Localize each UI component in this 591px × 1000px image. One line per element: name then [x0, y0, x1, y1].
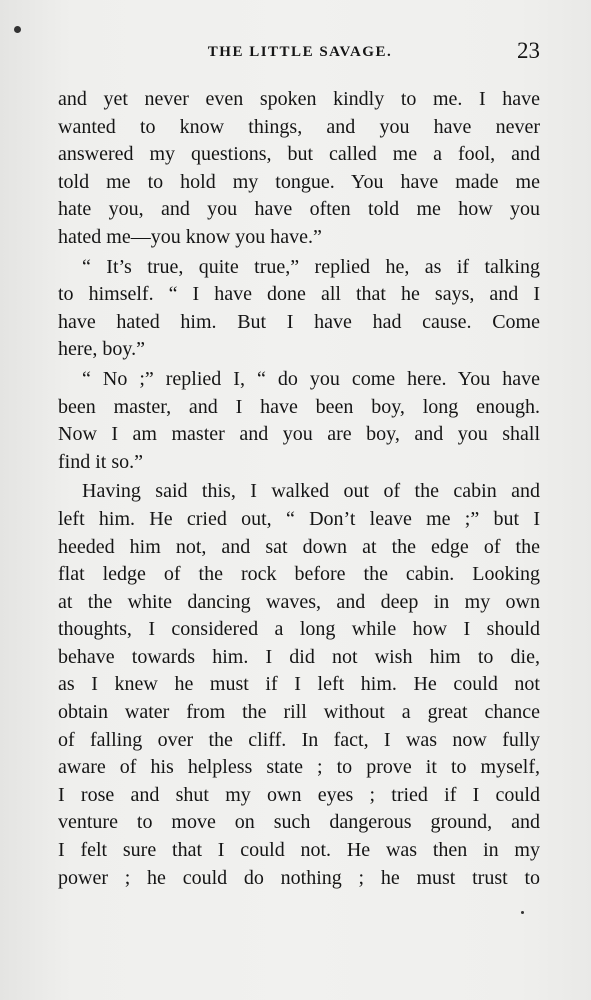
text-line: venture to move on such dangerous ground, and: [58, 811, 540, 834]
text-line: have hated him. But I have had cause. Come: [58, 310, 540, 333]
text-line: Now I am master and you are boy, and you shall: [58, 423, 540, 446]
text-line: of falling over the cliff. In fact, I was now fully: [58, 728, 540, 751]
text-line: I felt sure that I could not. He was then in my: [58, 839, 540, 862]
text-line: thoughts, I considered a long while how I should: [58, 618, 540, 641]
paragraph: [58, 86, 540, 252]
text-line: told me to hold my tongue. You have made me: [58, 170, 540, 193]
text-line: flat ledge of the rock before the cabin. Looking: [58, 563, 540, 586]
text-line: obtain water from the rill without a great chance: [58, 701, 540, 724]
text-line: behave towards him. I did not wish him to die,: [58, 645, 540, 668]
text-line: wanted to know things, and you have never: [58, 115, 540, 138]
text-line: answered my questions, but called me a fool, and: [58, 143, 540, 166]
text-line: here, boy.”: [58, 338, 145, 361]
running-title: THE LITTLE SAVAGE.: [207, 44, 393, 60]
paragraph: [58, 478, 540, 892]
page-header: [60, 38, 540, 68]
text-line: at the white dancing waves, and deep in my own: [58, 590, 540, 613]
text-line: been master, and I have been boy, long enough.: [58, 395, 540, 418]
text-line: hated me—you know you have.”: [58, 225, 322, 248]
text-line: to himself. “ I have done all that he says, and I: [58, 283, 540, 306]
text-line: I rose and shut my own eyes ; tried if I could: [58, 783, 540, 806]
text-line: “ No ;” replied I, “ do you come here. You have: [82, 367, 540, 390]
text-line: power ; he could do nothing ; he must trust to: [58, 866, 540, 889]
text-line: left him. He cried out, “ Don’t leave me ;” but I: [58, 507, 540, 530]
text-line: heeded him not, and sat down at the edge of the: [58, 535, 540, 558]
text-line: Having said this, I walked out of the cabin and: [82, 480, 540, 503]
ink-speck: [521, 911, 524, 914]
ink-blot: [14, 26, 21, 33]
text-line: find it so.”: [58, 450, 143, 473]
paragraph: [58, 254, 540, 364]
text-line: hate you, and you have often told me how you: [58, 198, 540, 221]
paragraph: [58, 366, 540, 476]
page-number: 23: [517, 38, 540, 63]
page-body: [58, 86, 540, 892]
text-line: as I knew he must if I left him. He could not: [58, 673, 540, 696]
text-line: “ It’s true, quite true,” replied he, as if talking: [82, 255, 540, 278]
text-line: and yet never even spoken kindly to me. I have: [58, 88, 540, 110]
text-line: aware of his helpless state ; to prove it to myself,: [58, 756, 540, 779]
